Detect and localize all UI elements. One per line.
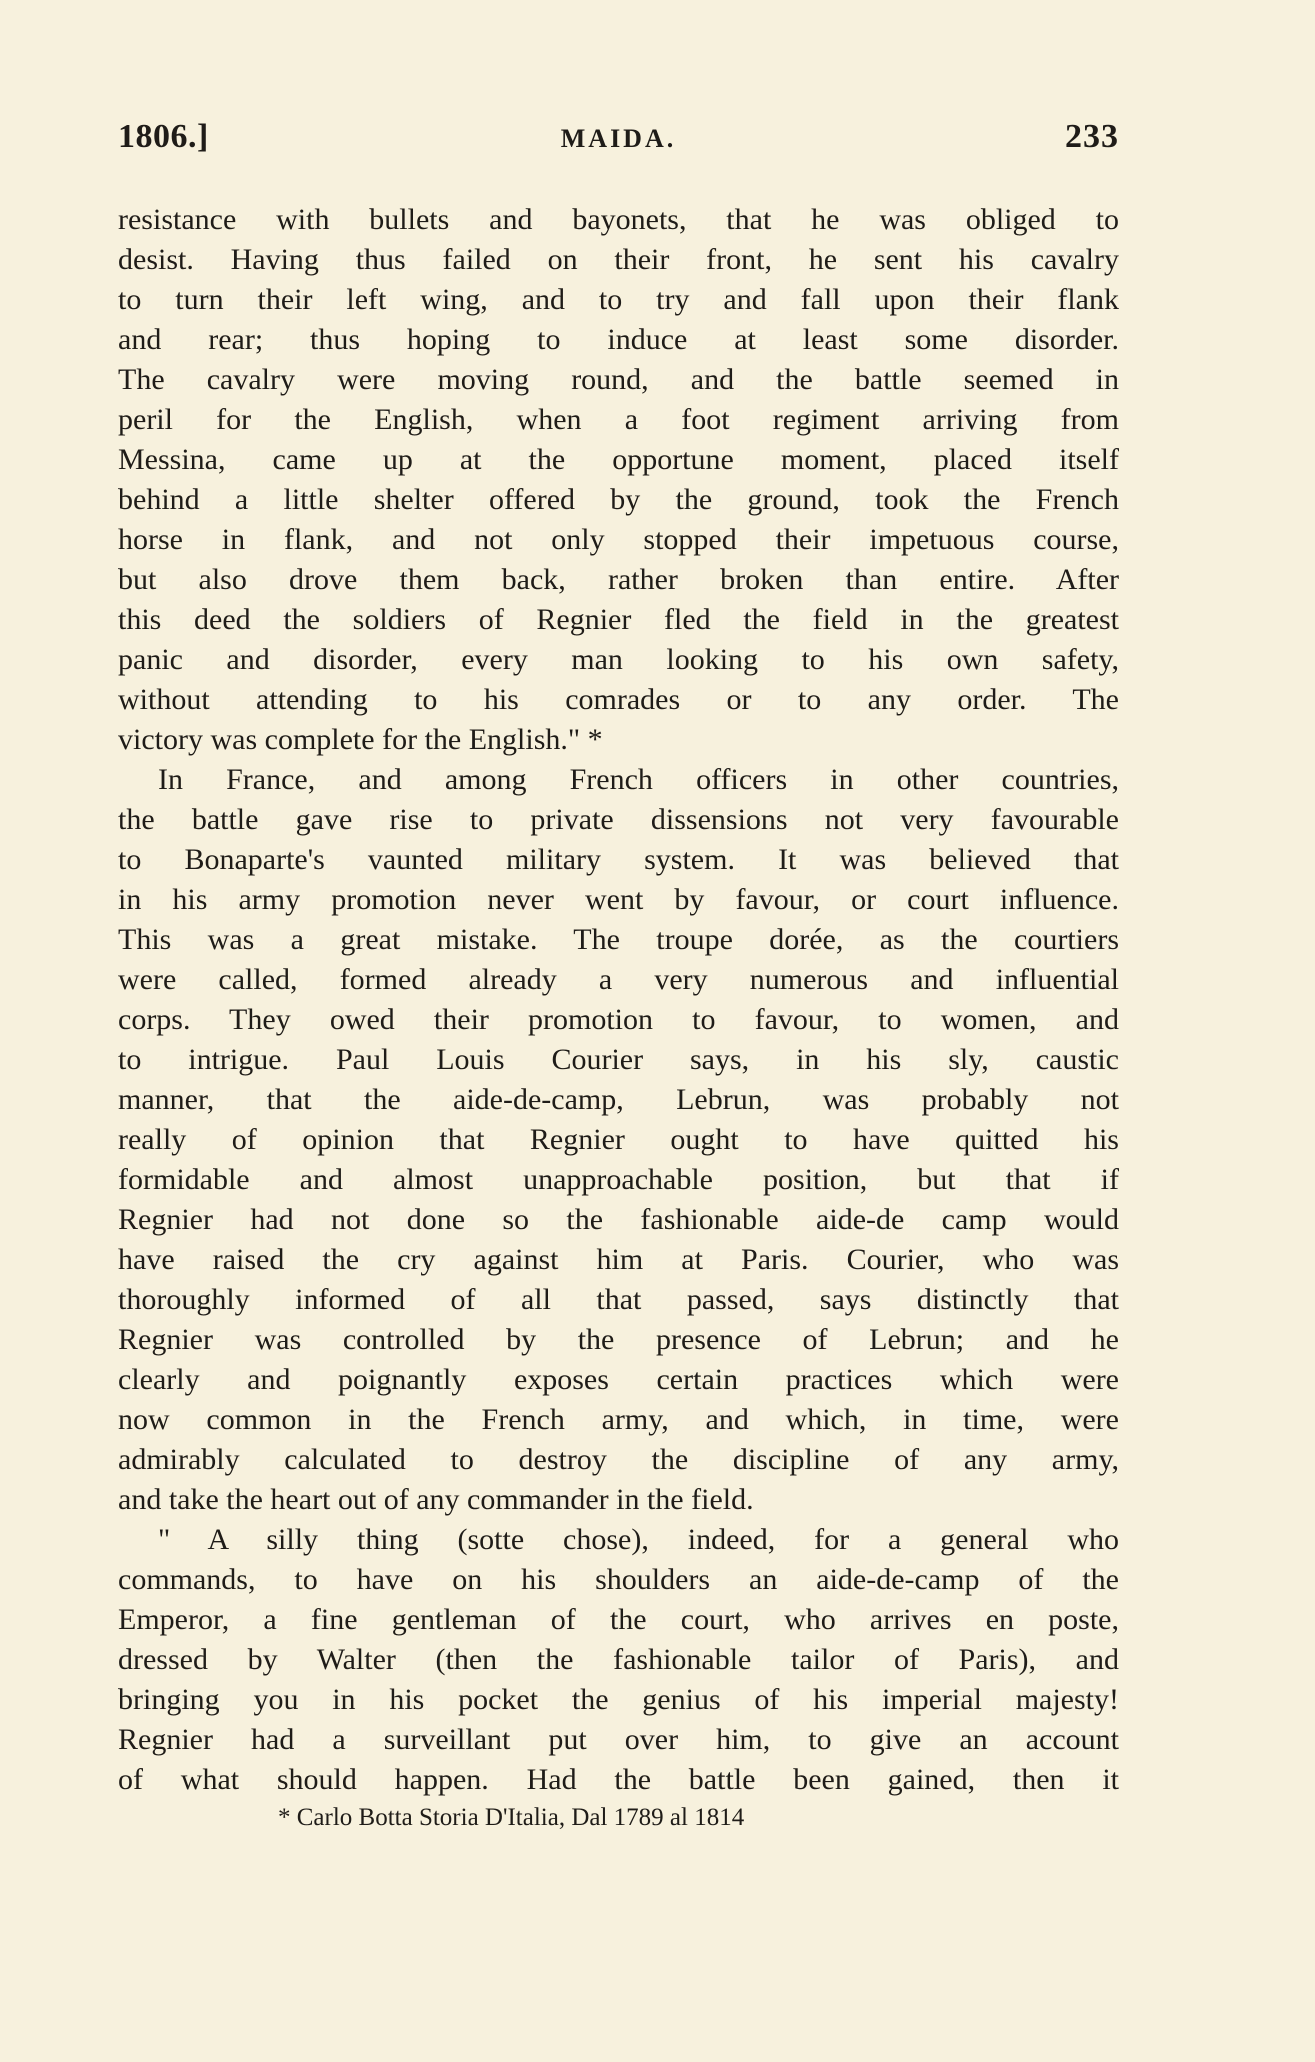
text-line: to intrigue. Paul Louis Courier says, in his sly, caustic xyxy=(118,1043,1119,1076)
text-line: Regnier was controlled by the presence of Lebrun; and he xyxy=(118,1323,1119,1356)
text-line: the battle gave rise to private dissensions not very favourable xyxy=(118,803,1119,836)
text-line: desist. Having thus failed on their front, he sent his cavalry xyxy=(118,243,1119,276)
text-line: This was a great mistake. The troupe dorée, as the courtiers xyxy=(118,923,1119,956)
text-line: " A silly thing (sotte chose), indeed, for a general who xyxy=(158,1523,1119,1556)
page-number: 233 xyxy=(1065,118,1119,155)
header-title: MAIDA. xyxy=(560,124,677,153)
header-year: 1806.] xyxy=(118,118,209,155)
text-line: and rear; thus hoping to induce at least some disorder. xyxy=(118,323,1119,356)
text-line: Emperor, a fine gentleman of the court, who arrives en poste, xyxy=(118,1603,1119,1636)
text-line: peril for the English, when a foot regiment arriving from xyxy=(118,403,1119,436)
text-line: Messina, came up at the opportune moment, placed itself xyxy=(118,443,1119,476)
text-line: now common in the French army, and which, in time, were xyxy=(118,1403,1119,1436)
text-line: to turn their left wing, and to try and fall upon their flank xyxy=(118,283,1119,316)
text-line: thoroughly informed of all that passed, says distinctly that xyxy=(118,1283,1119,1316)
running-header xyxy=(118,118,1119,166)
text-line: were called, formed already a very numerous and influential xyxy=(118,963,1119,996)
footnote: * Carlo Botta Storia D'Italia, Dal 1789 al 1814 xyxy=(278,1804,745,1831)
text-line: really of opinion that Regnier ought to have quitted his xyxy=(118,1123,1119,1156)
text-line: admirably calculated to destroy the discipline of any army, xyxy=(118,1443,1119,1476)
text-line: in his army promotion never went by favour, or court influence. xyxy=(118,883,1119,916)
text-line: dressed by Walter (then the fashionable tailor of Paris), and xyxy=(118,1643,1119,1676)
text-line: clearly and poignantly exposes certain practices which were xyxy=(118,1363,1119,1396)
text-line: corps. They owed their promotion to favour, to women, and xyxy=(118,1003,1119,1036)
text-line: horse in flank, and not only stopped their impetuous course, xyxy=(118,523,1119,556)
text-line: without attending to his comrades or to any order. The xyxy=(118,683,1119,716)
text-line: panic and disorder, every man looking to his own safety, xyxy=(118,643,1119,676)
text-line: and take the heart out of any commander in the field. xyxy=(118,1483,754,1516)
text-line: have raised the cry against him at Paris. Courier, who was xyxy=(118,1243,1119,1276)
text-line: formidable and almost unapproachable position, but that if xyxy=(118,1163,1119,1196)
text-line: this deed the soldiers of Regnier fled the field in the greatest xyxy=(118,603,1119,636)
text-line: bringing you in his pocket the genius of his imperial majesty! xyxy=(118,1683,1119,1716)
text-line: Regnier had a surveillant put over him, to give an account xyxy=(118,1723,1119,1756)
text-line: commands, to have on his shoulders an aide-de-camp of the xyxy=(118,1563,1119,1596)
text-line: to Bonaparte's vaunted military system. It was believed that xyxy=(118,843,1119,876)
text-line: Regnier had not done so the fashionable aide-de camp would xyxy=(118,1203,1119,1236)
text-line: but also drove them back, rather broken than entire. After xyxy=(118,563,1119,596)
text-line: victory was complete for the English." * xyxy=(118,723,603,756)
text-line: In France, and among French officers in other countries, xyxy=(158,763,1119,796)
text-line: manner, that the aide-de-camp, Lebrun, was probably not xyxy=(118,1083,1119,1116)
text-line: The cavalry were moving round, and the battle seemed in xyxy=(118,363,1119,396)
text-line: of what should happen. Had the battle been gained, then it xyxy=(118,1763,1119,1796)
text-line: resistance with bullets and bayonets, that he was obliged to xyxy=(118,203,1119,236)
body-text xyxy=(118,200,1119,1800)
text-line: behind a little shelter offered by the ground, took the French xyxy=(118,483,1119,516)
